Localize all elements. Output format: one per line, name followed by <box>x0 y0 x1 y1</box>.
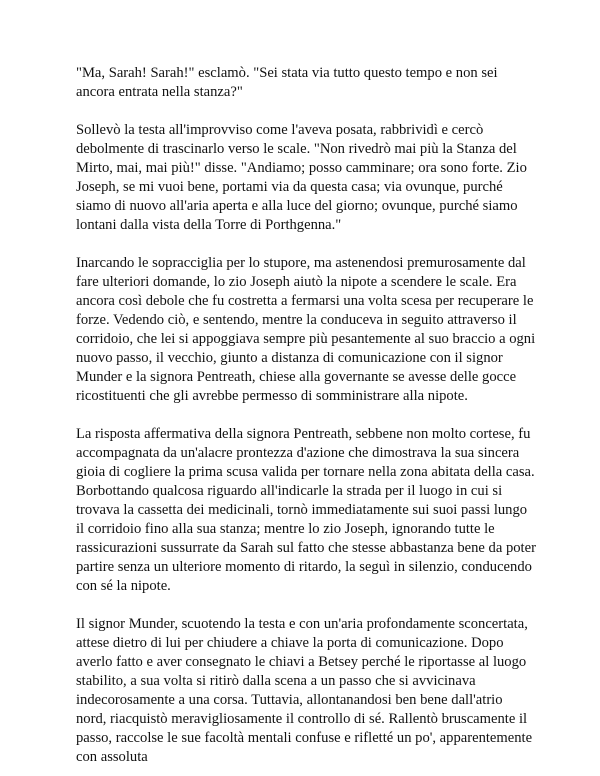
document-page <box>76 64 536 767</box>
paragraph-4: La risposta affermativa della signora Pentreath, sebbene non molto cortese, fu accompagnata da un'alacre prontezza d'azione che dimostrava la sua sincera gioia di cogliere la prima scusa valida per tornare nella zona abitata della casa. Borbottando qualcosa riguardo all'indicarle la strada per il luogo in cui si trovava la cassetta dei medicinali, tornò immediatamente sui suoi passi lungo il corridoio fino alla sua stanza; mentre lo zio Joseph, ignorando tutte le rassicurazioni sussurrate da Sarah sul fatto che stesse abbastanza bene da poter partire senza un ulteriore momento di ritardo, la seguì in silenzio, conducendo con sé la nipote. <box>76 426 536 594</box>
paragraph-3: Inarcando le sopracciglia per lo stupore, ma astenendosi premurosamente dal fare ulteriori domande, lo zio Joseph aiutò la nipote a scendere le scale. Era ancora così debole che fu costretta a fermarsi una volta scesa per recuperare le forze. Vedendo ciò, e sentendo, mentre la conduceva in seguito attraverso il corridoio, che lei si appoggiava sempre più pesantemente al suo braccio a ogni nuovo passo, il vecchio, giunto a distanza di comunicazione con il signor Munder e la signora Pentreath, chiese alla governante se avesse delle gocce ricostituenti che gli avrebbe permesso di somministrare alla nipote. <box>76 255 536 404</box>
paragraph-5: Il signor Munder, scuotendo la testa e con un'aria profondamente sconcertata, attese dietro di lui per chiudere a chiave la porta di comunicazione. Dopo averlo fatto e aver consegnato le chiavi a Betsey perché le riportasse al luogo stabilito, a sua volta si ritirò dalla scena a un passo che si avvicinava indecorosamente a una corsa. Tuttavia, allontanandosi ben bene dall'atrio nord, riacquistò meravigliosamente il controllo di sé. Rallentò bruscamente il passo, raccolse le sue facoltà mentali confuse e rifletté un po', apparentemente con assoluta <box>76 616 533 765</box>
paragraph-1: "Ma, Sarah! Sarah!" esclamò. "Sei stata via tutto questo tempo e non sei ancora entrata nella stanza?" <box>76 65 498 100</box>
paragraph-2: Sollevò la testa all'improvviso come l'aveva posata, rabbrividì e cercò debolmente di trascinarlo verso le scale. "Non rivedrò mai più la Stanza del Mirto, mai, mai più!" disse. "Andiamo; posso camminare; ora sono forte. Zio Joseph, se mi vuoi bene, portami via da questa casa; via ovunque, purché siamo di nuovo all'aria aperta e alla luce del giorno; ovunque, purché siamo lontani dalla vista della Torre di Porthgenna." <box>76 122 527 233</box>
